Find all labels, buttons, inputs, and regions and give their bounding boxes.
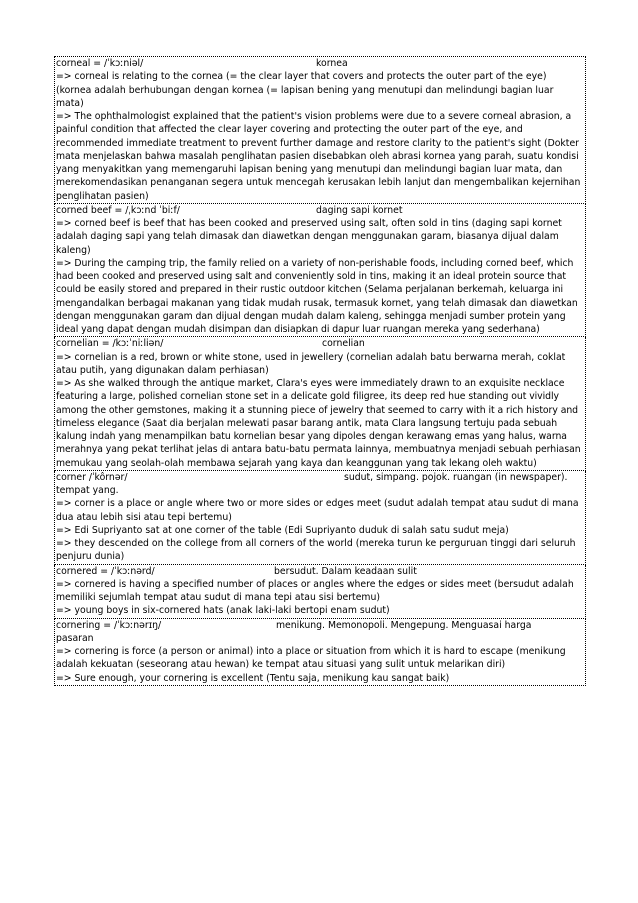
translation: sudut, simpang. pojok. ruangan (in newspaper). <box>344 471 568 483</box>
entry-heading <box>56 471 583 484</box>
definition-line: => cornering is force (a person or animal) into a place or situation from which it is hard to escape (menikung adalah kekuatan (seseorang atau hewan) ke tempat atau situasi yang sulit untuk melarikan diri) <box>56 646 566 671</box>
headword: cornering = /ˈkɔːnərɪŋ/ <box>56 619 162 631</box>
dictionary-entry-cornering <box>54 619 586 686</box>
translation: cornelian <box>322 338 365 350</box>
dictionary-entry-corned-beef <box>54 204 586 338</box>
translation-continued: tempat yang. <box>56 485 119 496</box>
dictionary-page <box>54 56 586 686</box>
example-line: => Sure enough, your cornering is excellent (Tentu saja, menikung kau sangat baik) <box>56 672 450 684</box>
headword: corneal = /ˈkɔːniəl/ <box>56 58 144 69</box>
example-line: => During the camping trip, the family relied on a variety of non-perishable foods, including corned beef, which had been cooked and preserved using salt and conveniently sold in tins, making it an ideal protein source that could be easily stored and prepared in their rustic outdoor kitchen (Selama perjalanan berkemah, keluarga ini mengandalkan berbagai makanan yang tidak mudah rusak, termasuk kornet, yang telah dimasak dan diawetkan dengan menggunakan garam dan dijual dengan mudah dalam kaleng, sehingga menjadi sumber protein yang ideal yang dapat dengan mudah disimpan dan disiapkan di dapur luar ruangan mereka yang sederhana) <box>56 257 578 335</box>
example-line: => As she walked through the antique market, Clara's eyes were immediately drawn to an exquisite necklace featuring a large, polished cornelian stone set in a delicate gold filigree, its deep red hue standing out vividly among the other gemstones, making it a stunning piece of jewelry that seemed to carry with it a rich history and timeless elegance (Saat dia berjalan melewati pasar barang antik, mata Clara langsung tertuju pada sebuah kalung indah yang menampilkan batu kornelian besar yang dipoles dengan kerawang emas yang halus, warna merahnya yang pekat terlihat jelas di antara batu-batu permata lainnya, membuatnya menjadi sebuah perhiasan memukau yang seolah-olah membawa sejarah yang kaya dan keanggunan yang tak lekang oleh waktu) <box>56 378 581 469</box>
example-line: => they descended on the college from all corners of the world (mereka turun ke perguruan tinggi dari seluruh penjuru dunia) <box>56 538 576 563</box>
headword: corner /ˈkôrnər/ <box>56 471 128 483</box>
headword: cornelian = /kɔːˈniːliən/ <box>56 338 164 350</box>
dictionary-entry-corneal <box>54 57 586 204</box>
definition-line: => corned beef is beef that has been cooked and preserved using salt, often sold in tins (daging sapi kornet adalah daging sapi yang telah dimasak dan diawetkan dengan menggunakan garam, biasanya dijual dalam kaleng) <box>56 218 562 256</box>
entry-heading <box>56 565 583 578</box>
headword: cornered = /ˈkɔːnərd/ <box>56 565 155 577</box>
translation: daging sapi kornet <box>316 204 403 216</box>
translation-continued: pasaran <box>56 632 94 644</box>
headword: corned beef = /ˌkɔːnd ˈbiːf/ <box>56 204 180 216</box>
definition-line: => corner is a place or angle where two or more sides or edges meet (sudut adalah tempat atau sudut di mana dua atau lebih sisi atau tepi bertemu) <box>56 498 579 523</box>
translation: kornea <box>316 58 348 69</box>
definition-line: => corneal is relating to the cornea (= the clear layer that covers and protects the outer part of the eye) (kornea adalah berhubungan dengan kornea (= lapisan bening yang menutupi dan melindungi bagian luar mata) <box>56 71 554 109</box>
definition-line: => cornelian is a red, brown or white stone, used in jewellery (cornelian adalah batu berwarna merah, coklat atau putih, yang digunakan dalam perhiasan) <box>56 351 566 376</box>
entry-heading <box>56 337 583 350</box>
dictionary-entry-cornelian <box>54 337 586 471</box>
dictionary-entry-corner <box>54 471 586 565</box>
example-line: => Edi Supriyanto sat at one corner of the table (Edi Supriyanto duduk di salah satu sudut meja) <box>56 524 509 536</box>
dictionary-entry-cornered <box>54 565 586 619</box>
entry-heading <box>56 204 583 217</box>
translation: bersudut. Dalam keadaan sulit <box>274 565 417 577</box>
example-line: => young boys in six-cornered hats (anak laki-laki bertopi enam sudut) <box>56 605 390 617</box>
translation: menikung. Memonopoli. Mengepung. Menguasai harga <box>276 619 532 631</box>
definition-line: => cornered is having a specified number of places or angles where the edges or sides meet (bersudut adalah memiliki sejumlah tempat atau sudut di mana tepi atau sisi bertemu) <box>56 578 574 603</box>
entry-heading <box>56 57 583 70</box>
example-line: => The ophthalmologist explained that the patient's vision problems were due to a severe corneal abrasion, a painful condition that affected the clear layer covering and protecting the outer part of the eye, and recommended immediate treatment to prevent further damage and restore clarity to the patient's sight (Dokter mata menjelaskan bahwa masalah penglihatan pasien disebabkan oleh abrasi kornea yang parah, suatu kondisi yang menyakitkan yang memengaruhi lapisan bening yang menutupi dan melindungi bagian luar mata, dan merekomendasikan penanganan segera untuk mencegah kerusakan lebih lanjut dan mengembalikan kejernihan penglihatan pasien) <box>56 111 581 202</box>
entry-heading <box>56 619 583 632</box>
